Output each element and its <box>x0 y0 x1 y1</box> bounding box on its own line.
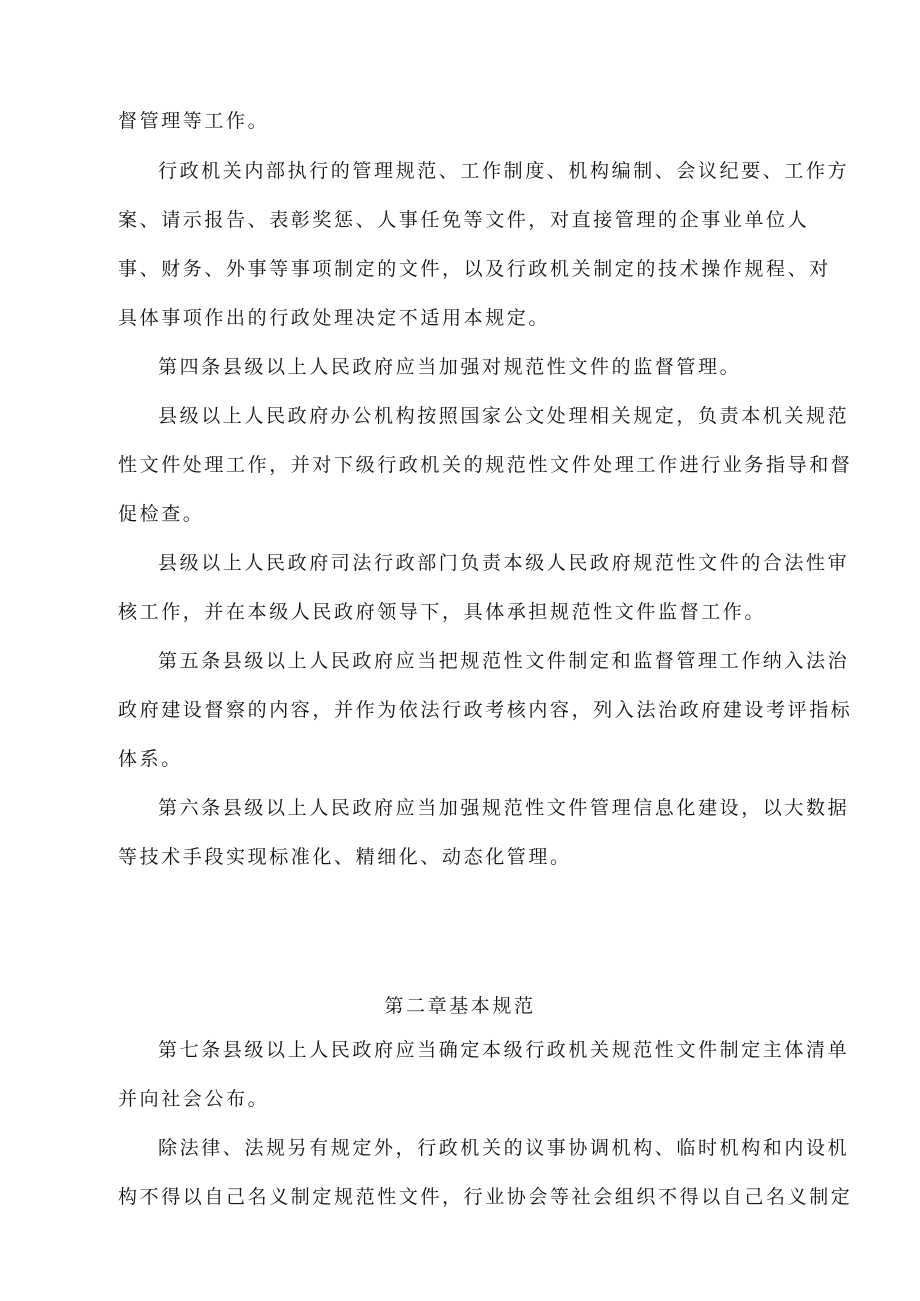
text-line: 具体事项作出的行政处理决定不适用本规定。 <box>118 307 551 329</box>
text-line: 督管理等工作。 <box>118 110 270 132</box>
text-line: 第七条县级以上人民政府应当确定本级行政机关规范性文件制定主体清单 <box>158 1039 850 1061</box>
chapter-title: 第二章基本规范 <box>384 995 536 1017</box>
text-line: 构不得以自己名义制定规范性文件，行业协会等社会组织不得以自己名义制定 <box>118 1186 853 1208</box>
text-line: 案、请示报告、表彰奖惩、人事任免等文件，对直接管理的企事业单位人 <box>118 209 810 231</box>
text-line: 性文件处理工作，并对下级行政机关的规范性文件处理工作进行业务指导和督 <box>118 454 853 476</box>
text-line: 第六条县级以上人民政府应当加强规范性文件管理信息化建设，以大数据 <box>158 797 850 819</box>
text-line: 政府建设督察的内容，并作为依法行政考核内容，列入法治政府建设考评指标 <box>118 699 853 721</box>
text-line: 第五条县级以上人民政府应当把规范性文件制定和监督管理工作纳入法治 <box>158 650 850 672</box>
text-line: 县级以上人民政府办公机构按照国家公文处理相关规定，负责本机关规范 <box>158 405 850 427</box>
text-line: 事、财务、外事等事项制定的文件，以及行政机关制定的技术操作规程、对 <box>118 258 831 280</box>
text-line: 县级以上人民政府司法行政部门负责本级人民政府规范性文件的合法性审 <box>158 552 850 574</box>
text-line: 促检查。 <box>118 503 205 525</box>
text-line: 核工作，并在本级人民政府领导下，具体承担规范性文件监督工作。 <box>118 601 767 623</box>
text-line: 并向社会公布。 <box>118 1088 270 1110</box>
text-line: 体系。 <box>118 748 183 770</box>
text-line: 等技术手段实现标准化、精细化、动态化管理。 <box>118 846 572 868</box>
text-line: 除法律、法规另有规定外，行政机关的议事协调机构、临时机构和内设机 <box>158 1137 850 1159</box>
text-line: 第四条县级以上人民政府应当加强对规范性文件的监督管理。 <box>158 356 742 378</box>
text-line: 行政机关内部执行的管理规范、工作制度、机构编制、会议纪要、工作方 <box>158 160 850 182</box>
